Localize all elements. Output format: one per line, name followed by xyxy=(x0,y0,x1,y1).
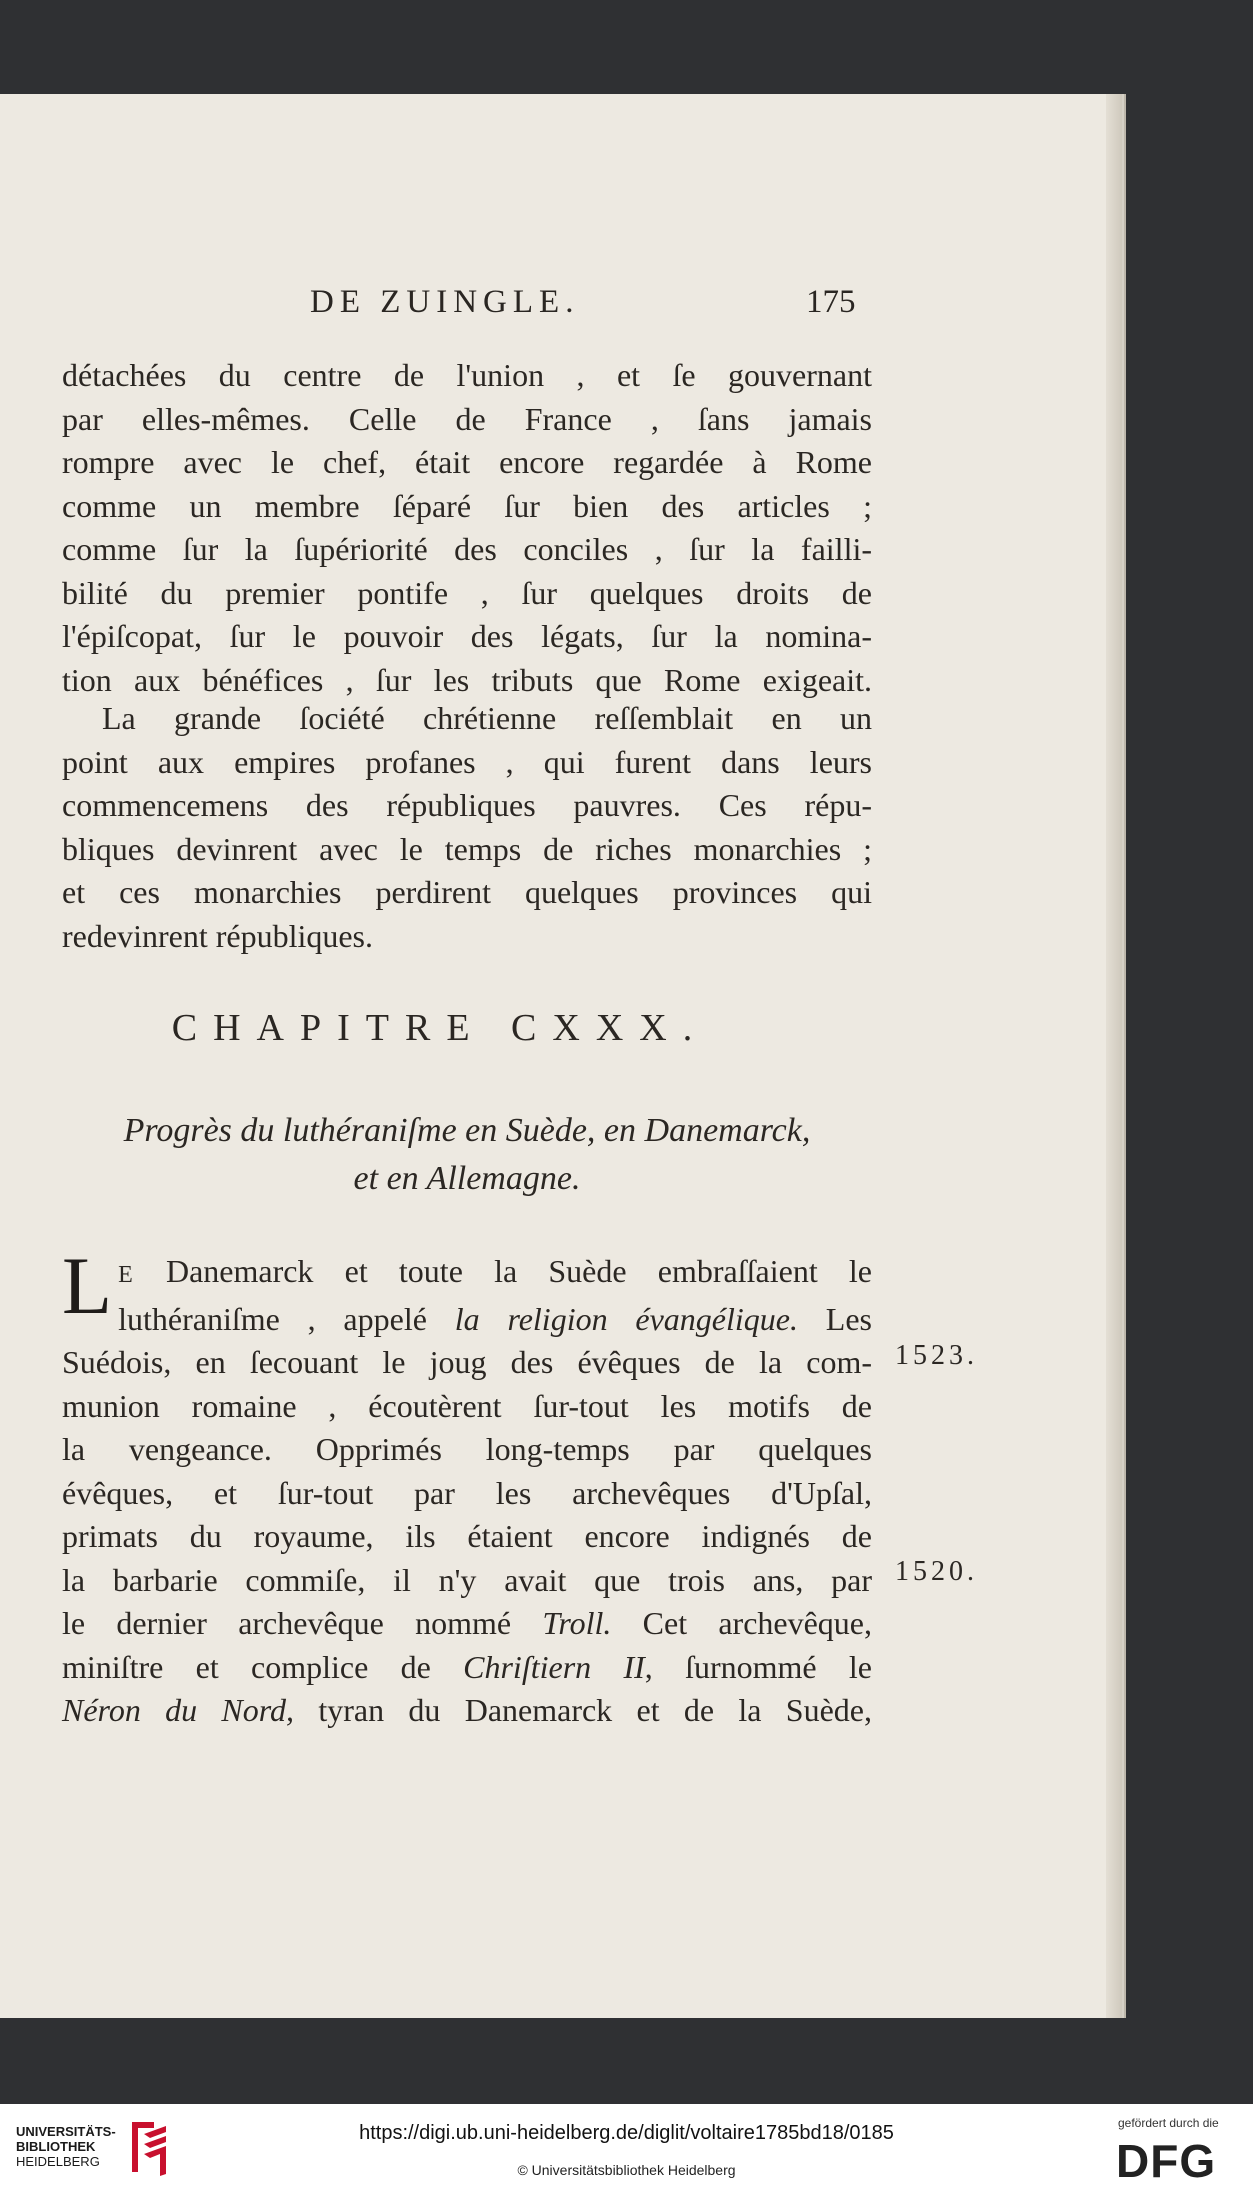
page-number: 175 xyxy=(806,284,856,320)
text-line: Suédois, en ſecouant le joug des évêques de la com- xyxy=(62,1344,872,1380)
text-span: Cet archevêque, xyxy=(611,1605,872,1641)
chapter-subtitle xyxy=(62,1107,872,1203)
text-span: luthéraniſme , appelé xyxy=(118,1300,455,1337)
italic-span: la religion évangélique. xyxy=(454,1300,798,1337)
italic-span: Néron du Nord, xyxy=(62,1692,295,1728)
text-line: La grande ſociété chrétienne reſſemblait en un xyxy=(102,700,872,736)
text-line: comme ſur la ſupériorité des conciles , ſur la failli- xyxy=(62,531,872,567)
text-line: détachées du centre de l'union , et ſe gouvernant xyxy=(62,357,872,393)
page-edge xyxy=(1106,94,1122,2018)
text-line: redevinrent républiques. xyxy=(62,917,373,954)
margin-year: 1523. xyxy=(895,1340,978,1371)
text-span: , ſurnommé le xyxy=(644,1648,873,1685)
text-line: la vengeance. Opprimés long-temps par quelques xyxy=(62,1431,872,1467)
text-line: point aux empires profanes , qui furent dans leurs xyxy=(62,743,872,780)
text-line xyxy=(62,1602,872,1646)
text-span: Les xyxy=(798,1300,873,1337)
running-head xyxy=(0,284,880,328)
text-line: l'épiſcopat, ſur le pouvoir des légats, ſur la nomina- xyxy=(62,618,872,654)
funder-label: gefördert durch die xyxy=(1118,2116,1219,2130)
text-line: rompre avec le chef, était encore regardée à Rome xyxy=(62,444,872,480)
subtitle-line: Progrès du luthéraniſme en Suède, en Danemarck, xyxy=(123,1112,811,1149)
text-span: Danemarck et toute la Suède embraſſaient le xyxy=(134,1253,872,1289)
library-name-line: HEIDELBERG xyxy=(16,2154,100,2169)
small-capital: E xyxy=(118,1262,135,1288)
text-line: par elles-mêmes. Celle de France , ſans jamais xyxy=(62,400,872,437)
viewer-footer xyxy=(0,2104,1253,2194)
text-span: miniſtre et complice de xyxy=(62,1648,464,1685)
text-line: bliques devinrent avec le temps de riches monarchies ; xyxy=(62,830,872,867)
text-span: le dernier archevêque nommé xyxy=(62,1605,543,1641)
permalink-url[interactable]: https://digi.ub.uni-heidelberg.de/diglit/voltaire1785bd18/0185 xyxy=(359,2122,894,2144)
text-span: tyran du Danemarck et de la Suède, xyxy=(294,1692,873,1728)
text-line xyxy=(62,1250,872,1298)
text-line: comme un membre ſéparé ſur bien des articles ; xyxy=(62,487,872,524)
library-name-line: UNIVERSITÄTS- xyxy=(16,2124,116,2139)
running-title: DE ZUINGLE. xyxy=(310,284,580,320)
text-line: munion romaine , écoutèrent ſur-tout les motifs de xyxy=(62,1387,872,1424)
text-line: commencemens des républiques pauvres. Ces répu- xyxy=(62,787,872,823)
dfg-logo: DFG xyxy=(1116,2135,1217,2187)
chapter-heading: CHAPITRE CXXX. xyxy=(171,1007,709,1049)
subtitle-line: et en Allemagne. xyxy=(353,1160,581,1197)
text-line: tion aux bénéfices , ſur les tributs que Rome exigeait. xyxy=(62,661,872,698)
text-line xyxy=(62,1689,872,1733)
text-line: bilité du premier pontife , ſur quelques droits de xyxy=(62,574,872,611)
text-line xyxy=(62,1298,872,1342)
copyright-notice: © Universitätsbibliothek Heidelberg xyxy=(517,2162,736,2178)
margin-year: 1520. xyxy=(895,1556,978,1587)
text-line: et ces monarchies perdirent quelques provinces qui xyxy=(62,874,872,910)
library-name-line: BIBLIOTHEK xyxy=(16,2139,96,2154)
italic-span: Troll. xyxy=(542,1605,612,1641)
italic-span: Chriſtiern II xyxy=(463,1648,645,1685)
paragraph-chapter-body xyxy=(62,1240,873,1733)
text-line: évêques, et ſur-tout par les archevêques d'Upſal, xyxy=(62,1474,872,1511)
paragraph-society xyxy=(62,697,872,958)
text-line: primats du royaume, ils étaient encore indignés de xyxy=(62,1518,872,1554)
paragraph-continued xyxy=(62,354,872,702)
text-line xyxy=(62,1646,872,1690)
drop-capital: L xyxy=(62,1240,113,1331)
text-line: la barbarie commiſe, il n'y avait que trois ans, par xyxy=(62,1561,872,1598)
